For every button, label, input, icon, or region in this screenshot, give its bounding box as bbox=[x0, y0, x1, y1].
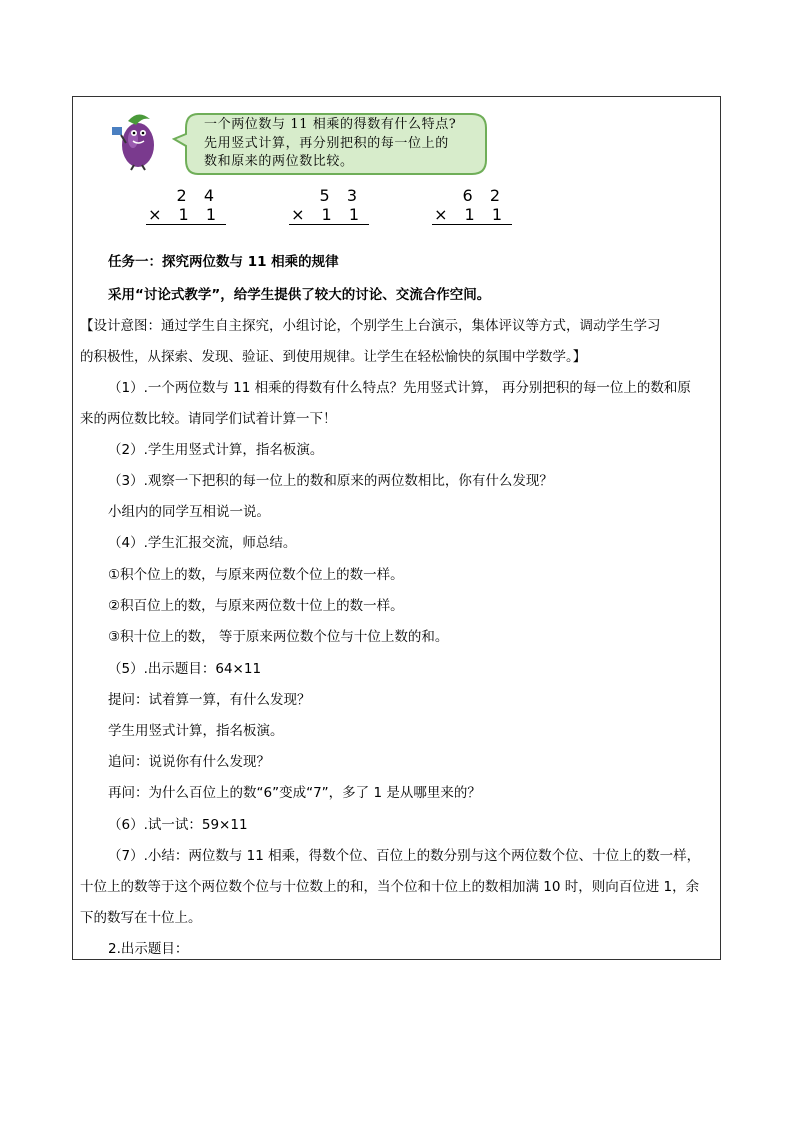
vertical-calc-3 bbox=[432, 186, 512, 225]
step-7-line: 下的数写在十位上。 bbox=[80, 910, 202, 926]
vertical-calc-2 bbox=[289, 186, 369, 225]
step-3: （3）.观察一下把积的每一位上的数和原来的两位数相比，你有什么发现？ bbox=[108, 473, 553, 489]
eggplant-mascot-icon bbox=[106, 105, 166, 171]
calc-top: 6 2 bbox=[462, 186, 506, 205]
step-5: （5）.出示题目：64×11 bbox=[108, 661, 262, 677]
calc-bottom: × 1 1 bbox=[146, 206, 226, 225]
question-2: 学生用竖式计算，指名板演。 bbox=[108, 723, 284, 739]
step-3b: 小组内的同学互相说一说。 bbox=[108, 504, 270, 520]
step-6: （6）.试一试：59×11 bbox=[108, 817, 248, 833]
finding-1: ①积个位上的数，与原来两位数个位上的数一样。 bbox=[108, 567, 404, 583]
design-intent-line: 【设计意图：通过学生自主探究，小组讨论，个别学生上台演示，集体评议等方式，调动学生学习 bbox=[80, 318, 661, 334]
step-7-line: 十位上的数等于这个两位数个位与十位数上的和，当个位和十位上的数相加满 10 时，则向百位进 1，余 bbox=[80, 879, 700, 895]
design-intent-line: 的积极性，从探索、发现、验证、到使用规律。让学生在轻松愉快的氛围中学数学。】 bbox=[80, 349, 587, 365]
vertical-calc-1 bbox=[146, 186, 226, 225]
step-1-line: 来的两位数比较。请同学们试着计算一下！ bbox=[80, 411, 337, 427]
calc-bottom: × 1 1 bbox=[289, 206, 369, 225]
calc-top: 5 3 bbox=[319, 186, 363, 205]
calc-bottom: × 1 1 bbox=[432, 206, 512, 225]
finding-3: ③积十位上的数， 等于原来两位数个位与十位上数的和。 bbox=[108, 629, 449, 645]
step-1-line: （1）.一个两位数与 11 相乘的得数有什么特点？先用竖式计算， 再分别把积的每一位上的数和原 bbox=[108, 380, 691, 396]
calc-top: 2 4 bbox=[176, 186, 220, 205]
question-3: 追问：说说你有什么发现？ bbox=[108, 754, 270, 770]
question-4: 再问：为什么百位上的数“6”变成“7”，多了 1 是从哪里来的？ bbox=[108, 785, 481, 801]
bubble-text bbox=[204, 116, 490, 172]
method-text: 采用“讨论式教学”，给学生提供了较大的讨论、交流合作空间。 bbox=[108, 287, 491, 303]
step-2: （2）.学生用竖式计算，指名板演。 bbox=[108, 442, 324, 458]
task-title: 任务一：探究两位数与 11 相乘的规律 bbox=[108, 254, 339, 270]
step-4: （4）.学生汇报交流，师总结。 bbox=[108, 535, 297, 551]
step-8: 2.出示题目： bbox=[108, 941, 189, 957]
bubble-line: 一个两位数与 11 相乘的得数有什么特点? bbox=[204, 117, 457, 132]
finding-2: ②积百位上的数，与原来两位数十位上的数一样。 bbox=[108, 598, 404, 614]
question-1: 提问：试着算一算，有什么发现？ bbox=[108, 692, 311, 708]
bubble-line: 数和原来的两位数比较。 bbox=[204, 154, 354, 169]
step-7-line: （7）.小结：两位数与 11 相乘，得数个位、百位上的数分别与这个两位数个位、十位上的数一样， bbox=[108, 848, 701, 864]
bubble-line: 先用竖式计算，再分别把积的每一位上的 bbox=[204, 135, 449, 151]
